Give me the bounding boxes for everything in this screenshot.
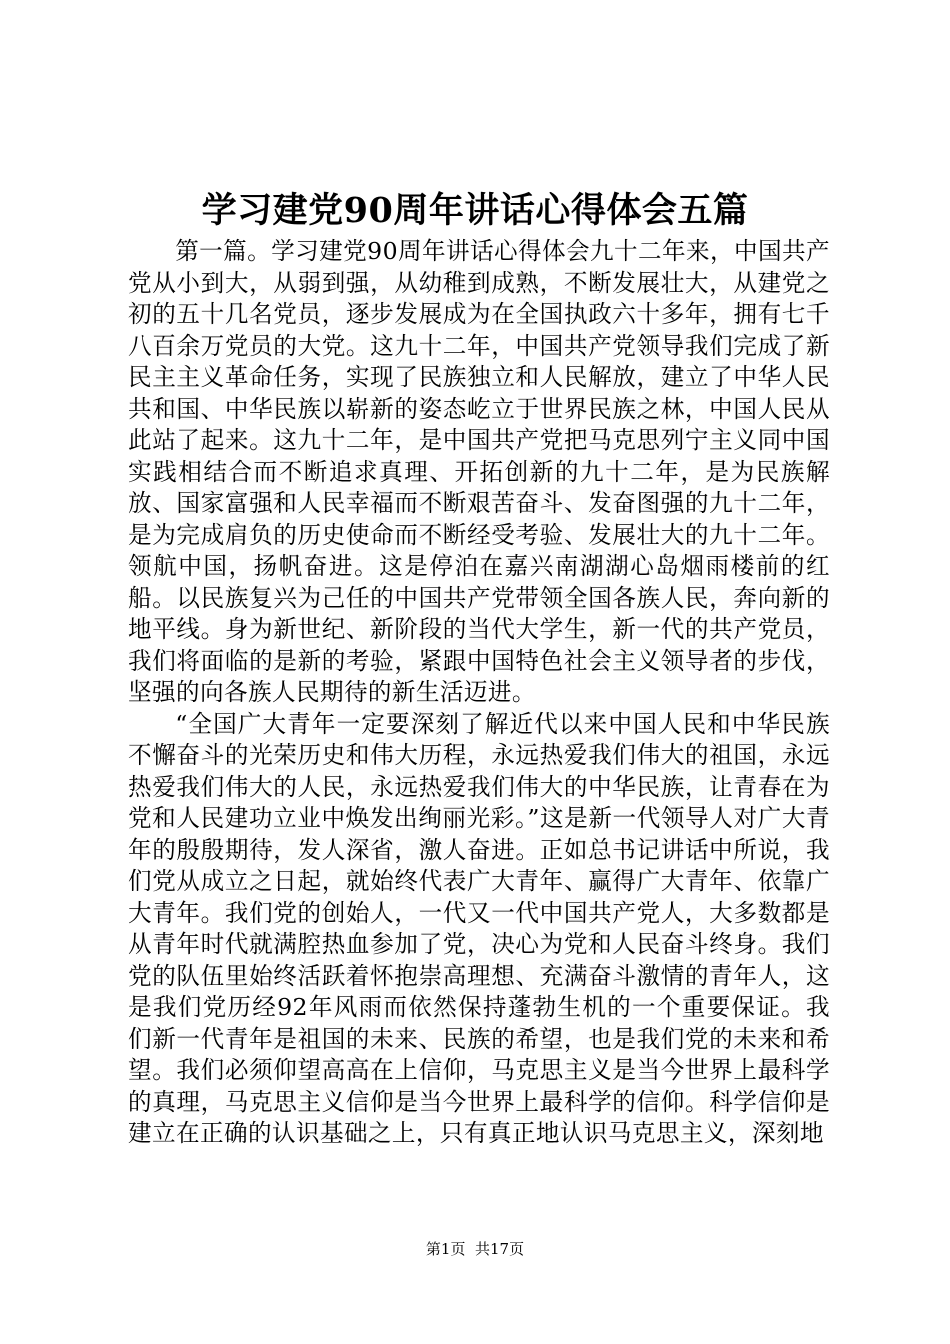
paragraph-1: 第一篇。学习建党90周年讲话心得体会九十二年来，中国共产党从小到大，从弱到强，从幼稚到成熟，不断发展壮大，从建党之初的五十几名党员，逐步发展成为在全国执政六十多年，拥有七千八百余万党员的大党。这九十二年，中国共产党领导我们完成了新民主主义革命任务，实现了民族独立和人民解放，建立了中华人民共和国、中华民族以崭新的姿态屹立于世界民族之林，中国人民从此站了起来。这九十二年，是中国共产党把马克思列宁主义同中国实践相结合而不断追求真理、开拓创新的九十二年，是为民族解放、国家富强和人民幸福而不断艰苦奋斗、发奋图强的九十二年，是为完成肩负的历史使命而不断经受考验、发展壮大的九十二年。领航中国，扬帆奋进。这是停泊在嘉兴南湖湖心岛烟雨楼前的红船。以民族复兴为己任的中国共产党带领全国各族人民，奔向新的地平线。身为新世纪、新阶段的当代大学生，新一代的共产党员，我们将面临的是新的考验，紧跟中国特色社会主义领导者的步伐，坚强的向各族人民期待的新生活迈进。 <box>128 237 830 706</box>
document-title: 学习建党90周年讲话心得体会五篇 <box>201 190 749 231</box>
page-number: 第1页 <box>425 1240 466 1258</box>
document-body <box>128 236 830 1150</box>
page-total: 共17页 <box>475 1240 525 1258</box>
paragraph-2: “全国广大青年一定要深刻了解近代以来中国人民和中华民族不懈奋斗的光荣历史和伟大历程，永远热爱我们伟大的祖国，永远热爱我们伟大的人民，永远热爱我们伟大的中华民族，让青春在为党和人民建功立业中焕发出绚丽光彩。”这是新一代领导人对广大青年的殷殷期待，发人深省，激人奋进。正如总书记讲话中所说，我们党从成立之日起，就始终代表广大青年、赢得广大青年、依靠广大青年。我们党的创始人，一代又一代中国共产党人，大多数都是从青年时代就满腔热血参加了党，决心为党和人民奋斗终身。我们党的队伍里始终活跃着怀抱崇高理想、充满奋斗激情的青年人，这是我们党历经92年风雨而依然保持蓬勃生机的一个重要保证。我们新一代青年是祖国的未来、民族的希望，也是我们党的未来和希望。我们必须仰望高高在上信仰，马克思主义是当今世界上最科学的真理，马克思主义信仰是当今世界上最科学的信仰。科学信仰是建立在正确的认识基础之上，只有真正地认识马克思主义，深刻地 <box>128 709 830 1147</box>
footer-separator <box>465 1240 475 1258</box>
page-footer <box>0 1238 950 1260</box>
